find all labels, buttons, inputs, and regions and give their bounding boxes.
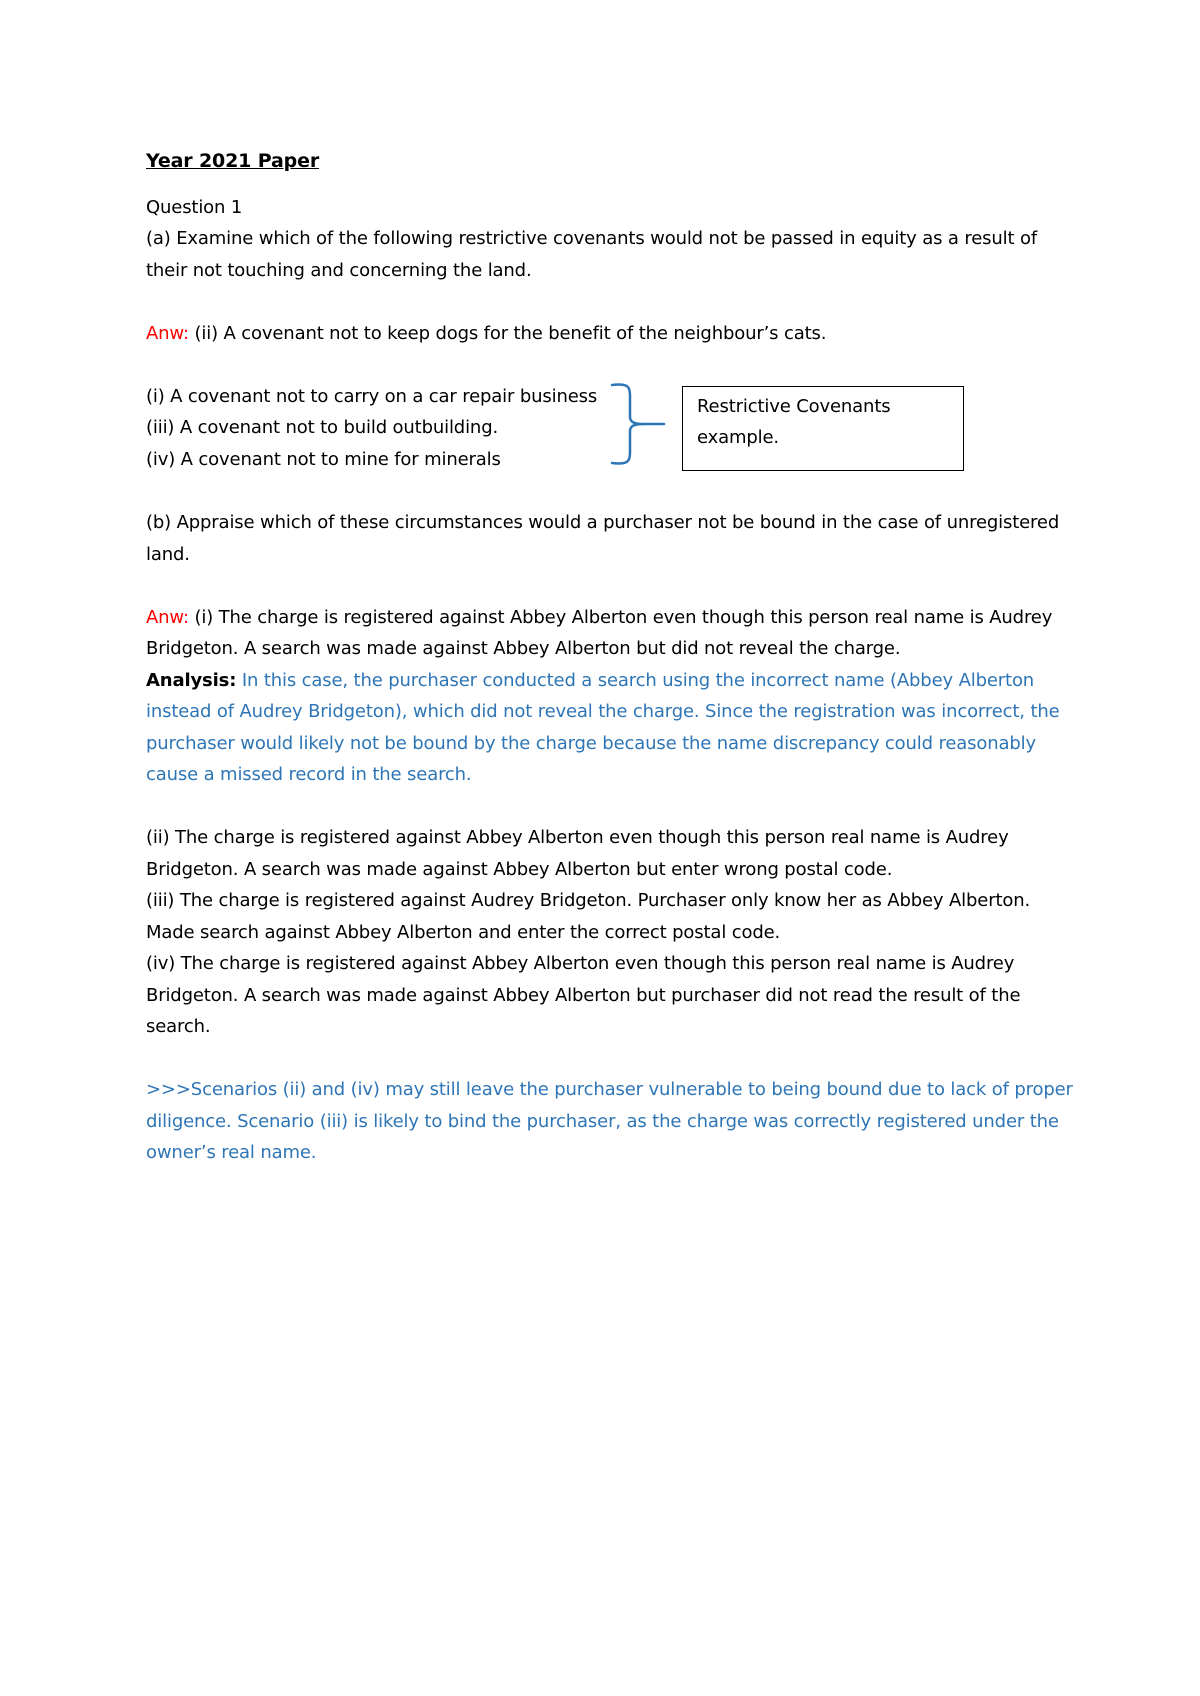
part-a-question: (a) Examine which of the following restrictive covenants would not be passed in equity as a result of their not touching and concerning the land. [146, 228, 1038, 281]
spacer [146, 476, 1076, 508]
part-b-question: (b) Appraise which of these circumstances would a purchaser not be bound in the case of unregistered land. [146, 512, 1060, 565]
page-title: Year 2021 Paper [146, 150, 320, 172]
part-a-answer [146, 318, 1076, 350]
scenario-option: (iv) The charge is registered against Abbey Alberton even though this person real name is Audrey Bridgeton. A search was made against Abbey Alberton but purchaser did not read the result of the search. [146, 953, 1021, 1037]
analysis-label: Analysis: [146, 669, 237, 691]
callout-box: Restrictive Covenants example. [682, 386, 964, 471]
spacer [146, 286, 1076, 318]
answer-text: (i) The charge is registered against Abbey Alberton even though this person real name is Audrey Bridgeton. A search was made against Abbey Alberton but did not reveal the charge. [146, 606, 1053, 659]
question-heading: Question 1 [146, 196, 243, 218]
conclusion-text: >>>Scenarios (ii) and (iv) may still leave the purchaser vulnerable to being bound due to lack of proper diligence. Scenario (iii) is likely to bind the purchaser, as the charge was correctly registered under the owner’s real name. [146, 1079, 1073, 1163]
spacer [146, 570, 1076, 602]
analysis-text: In this case, the purchaser conducted a search using the incorrect name (Abbey Alberton instead of Audrey Bridgeton), which did not reveal the charge. Since the registration was incorrect, the purchaser would likely not be bound by the charge because the name discrepancy could reasonably cause a missed record in the search. [146, 669, 1060, 785]
answer-label: Anw: [146, 606, 189, 628]
covenant-options-block [146, 381, 1076, 476]
part-b-analysis [146, 665, 1076, 791]
covenant-options-list [146, 381, 597, 476]
answer-label: Anw: [146, 322, 189, 344]
spacer [146, 1043, 1076, 1075]
spacer [146, 791, 1076, 823]
answer-text: (ii) A covenant not to keep dogs for the benefit of the neighbour’s cats. [194, 322, 827, 344]
part-b-answer [146, 602, 1076, 665]
curly-brace-icon [610, 381, 666, 467]
scenario-option: (ii) The charge is registered against Abbey Alberton even though this person real name is Audrey Bridgeton. A search was made against Abbey Alberton but enter wrong postal code. [146, 827, 1009, 880]
spacer [146, 349, 1076, 381]
covenant-option: (iv) A covenant not to mine for minerals [146, 448, 501, 470]
scenario-option: (iii) The charge is registered against Audrey Bridgeton. Purchaser only know her as Abbey Alberton. Made search against Abbey Alberton and enter the correct postal code. [146, 890, 1031, 943]
covenant-option: (i) A covenant not to carry on a car repair business [146, 385, 598, 407]
covenant-option: (iii) A covenant not to build outbuilding. [146, 417, 499, 438]
document-body [146, 146, 1076, 1169]
